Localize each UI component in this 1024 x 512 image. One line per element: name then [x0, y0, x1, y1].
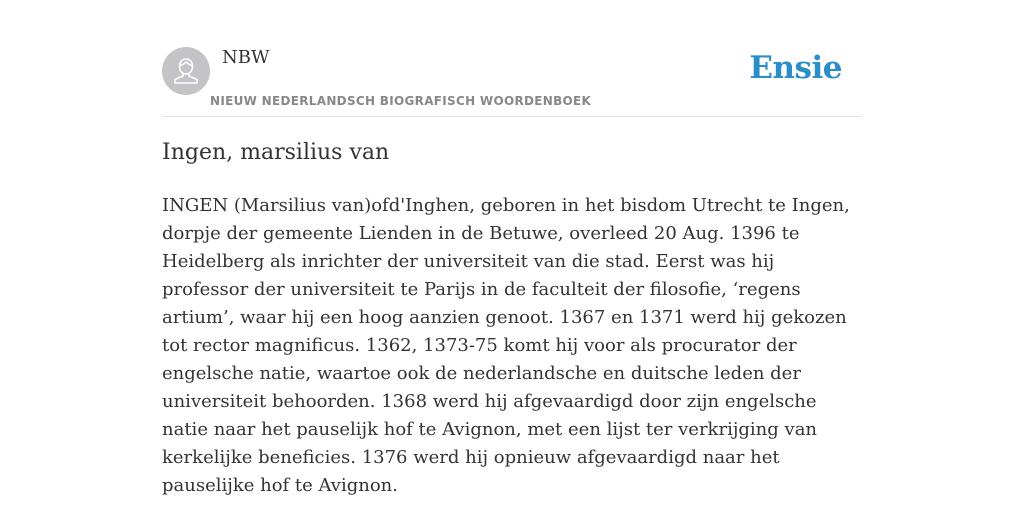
user-icon: [162, 47, 210, 95]
avatar[interactable]: [162, 47, 210, 95]
source-header: [162, 0, 862, 117]
article-title: Ingen, marsilius van: [162, 140, 390, 165]
article-body: INGEN (Marsilius van)ofd'Inghen, geboren in het bisdom Utrecht te Ingen, dorpje der gemeente Lienden in de Betuwe, overleed 20 Aug. 1396 te Heidelberg als inrichter der universiteit van die stad. Eerst was hij professor der universiteit te Parijs in de faculteit der filosofie, ‘regens artium’, waar hij een hoog aanzien genoot. 1367 en 1371 werd hij gekozen tot rector magnificus. 1362, 1373-75 komt hij voor als procurator der engelsche natie, waartoe ook de nederlandsche en duitsche leden der universiteit behoorden. 1368 werd hij afgevaardigd door zijn engelsche natie naar het pauselijk hof te Avignon, met een lijst ter verkrijging van kerkelijke beneficies. 1376 werd hij opnieuw afgevaardigd naar het pauselijke hof te Avignon.: [162, 195, 850, 496]
source-name[interactable]: NBW: [222, 47, 270, 68]
source-subtitle: NIEUW NEDERLANDSCH BIOGRAFISCH WOORDENBOEK: [210, 94, 592, 108]
page: [162, 0, 862, 512]
brand-logo[interactable]: Ensie: [749, 50, 842, 86]
